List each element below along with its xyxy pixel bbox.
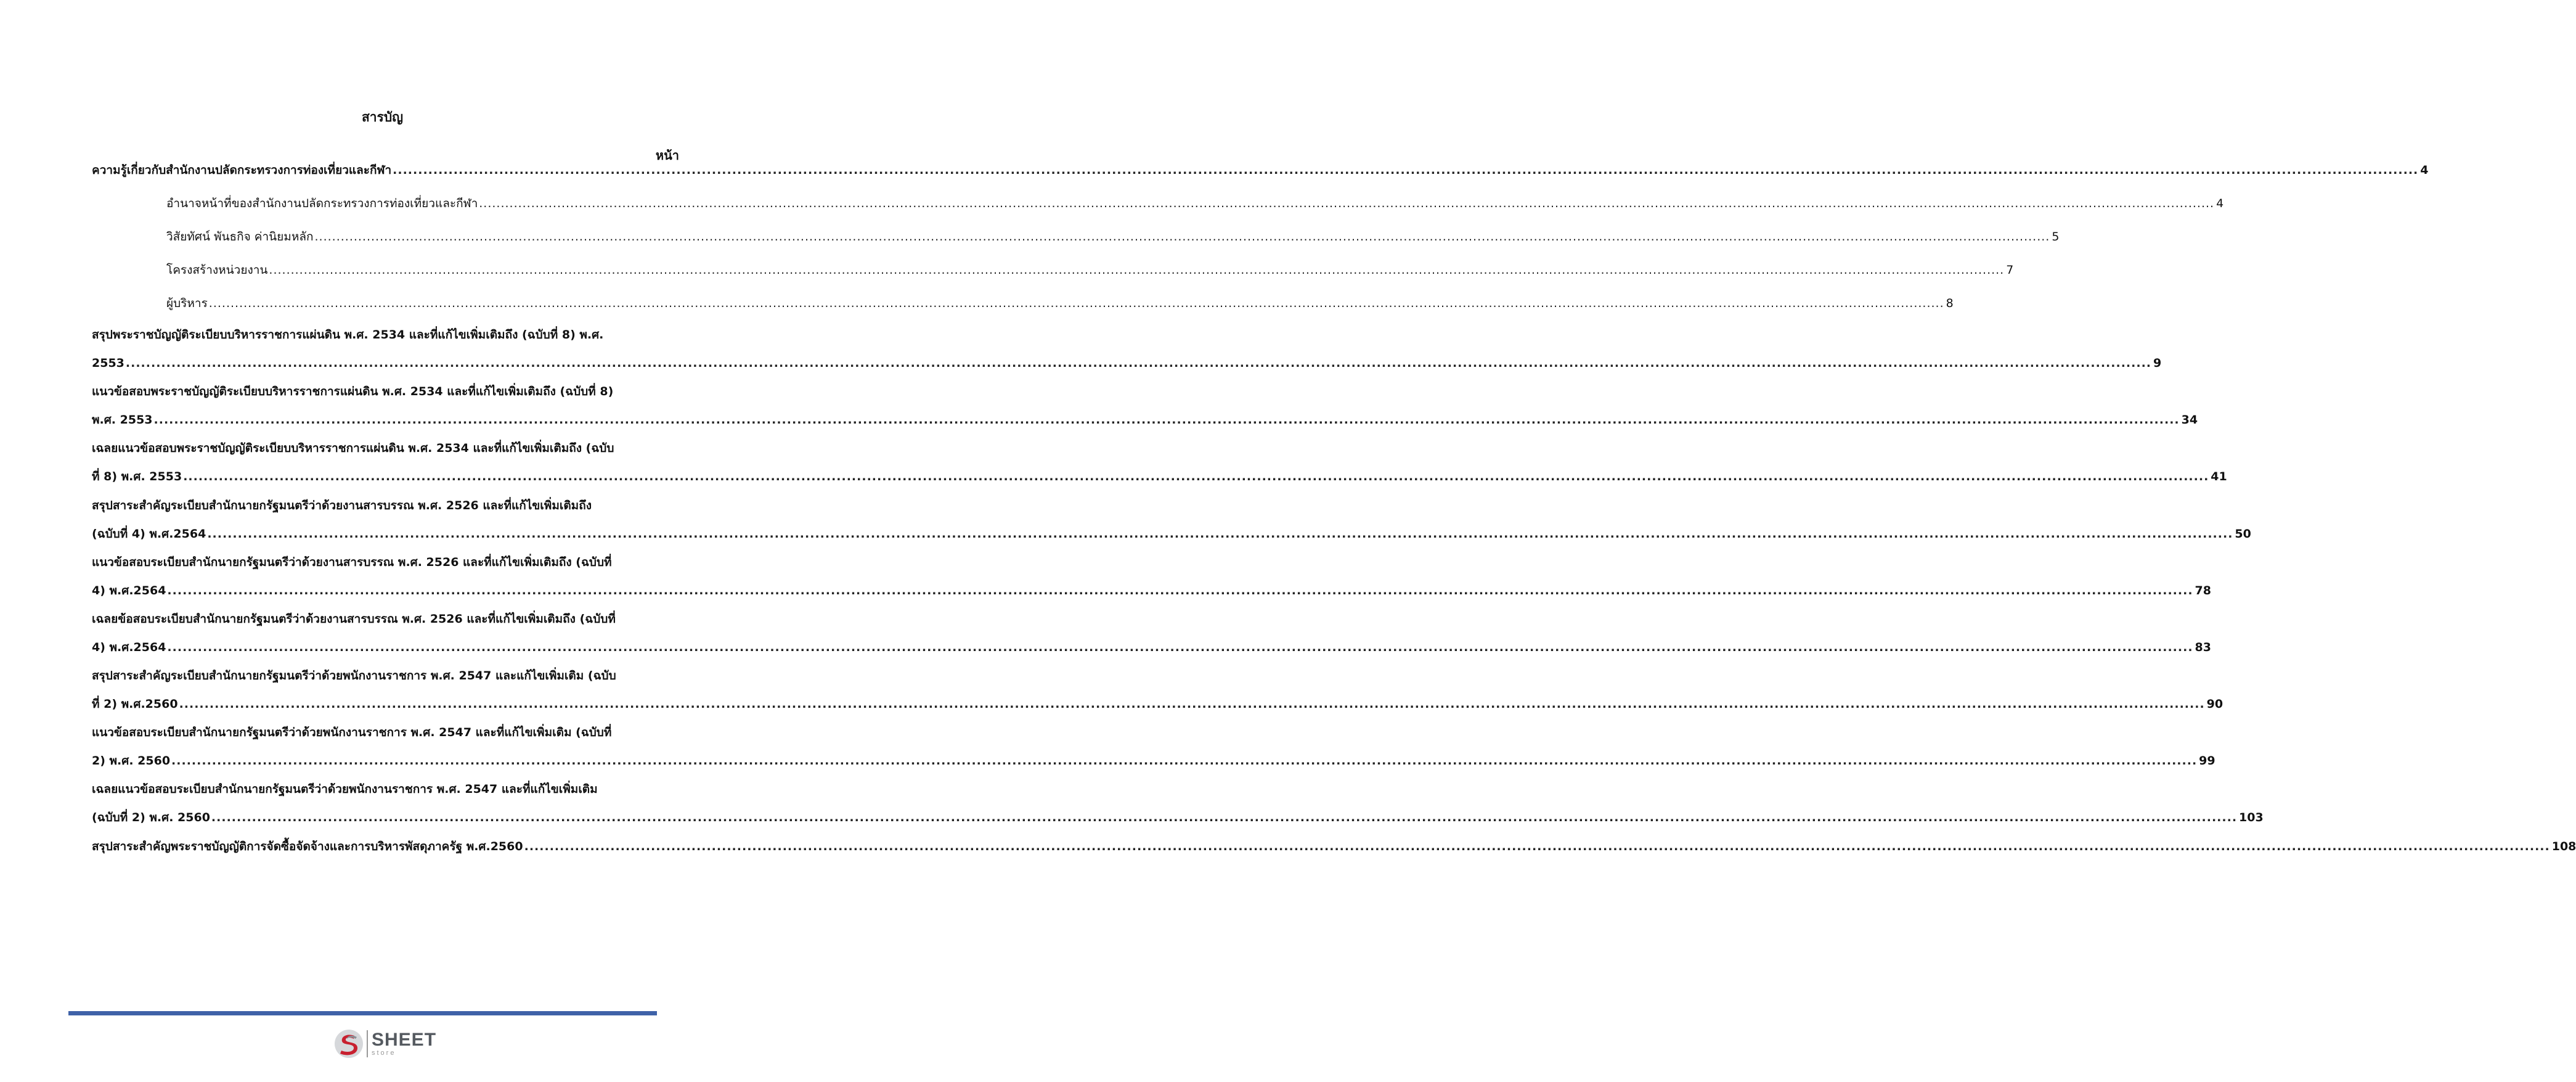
toc-page-number: 103 <box>2239 811 2264 824</box>
toc-entry[interactable] <box>92 466 2227 485</box>
toc-entry-title: ที่ 2) พ.ศ.2560 <box>92 697 178 711</box>
toc-entry-title: พ.ศ. 2553 <box>92 413 153 427</box>
logo-separator <box>367 1030 368 1057</box>
toc-entry-title: เฉลยข้อสอบระเบียบสำนักนายกรัฐมนตรีว่าด้วยงานสารบรรณ พ.ศ. 2526 และที่แก้ไขเพิ่มเติมถึง (ฉบับที่ <box>92 612 616 626</box>
toc-entry[interactable] <box>92 836 2576 855</box>
toc-entry[interactable] <box>92 409 2198 428</box>
toc-page-number: 83 <box>2195 641 2211 654</box>
toc-entry[interactable] <box>92 637 2211 655</box>
toc-entry-title: ที่ 8) พ.ศ. 2553 <box>92 470 182 483</box>
toc-subentry[interactable] <box>166 226 2060 245</box>
dot-leader: ................................................................................................................................................................................................................................................................................................................................................................................................................ <box>393 163 2419 177</box>
toc-entry-title: แนวข้อสอบระเบียบสำนักนายกรัฐมนตรีว่าด้วยงานสารบรรณ พ.ศ. 2526 และที่แก้ไขเพิ่มเติมถึง (ฉบับที่ <box>92 555 612 569</box>
toc-subentry[interactable] <box>166 260 2014 278</box>
dot-leader: ................................................................................................................................................................................................................................................................................................................................................................................................................ <box>153 413 2180 427</box>
toc-entry[interactable] <box>92 609 616 627</box>
toc-entry-title: (ฉบับที่ 4) พ.ศ.2564 <box>92 527 206 541</box>
toc-entry-title: สรุปสาระสำคัญพระราชบัญญัติการจัดซื้อจัดจ้างและการบริหารพัสดุภาครัฐ พ.ศ.2560 <box>92 840 523 853</box>
toc-entry[interactable] <box>92 438 614 456</box>
toc-page-number: 78 <box>2195 584 2211 597</box>
logo-subtitle: store <box>372 1049 396 1057</box>
toc-entry[interactable] <box>92 324 603 343</box>
toc-entry[interactable] <box>92 750 2215 769</box>
toc-entry-title: 2) พ.ศ. 2560 <box>92 754 171 768</box>
toc-entry-title: 4) พ.ศ.2564 <box>92 641 166 654</box>
toc-page-number: 4 <box>2420 163 2429 177</box>
toc-entry-title: สรุปพระราชบัญญัติระเบียบบริหารราชการแผ่นดิน พ.ศ. 2534 และที่แก้ไขเพิ่มเติมถึง (ฉบับที่ 8) พ.ศ. <box>92 328 604 342</box>
toc-entry[interactable] <box>92 722 611 740</box>
dot-leader: ................................................................................................................................................................................................................................................................................................................................................................................................................ <box>211 811 2238 824</box>
toc-entry[interactable] <box>92 381 613 400</box>
dot-leader: ................................................................................................................................................................................................................................................................................................................................................................................................................ <box>314 230 2050 244</box>
dot-leader: ................................................................................................................................................................................................................................................................................................................................................................................................................ <box>167 584 2193 597</box>
page-number-column-label: หน้า <box>655 148 679 163</box>
dot-leader: ................................................................................................................................................................................................................................................................................................................................................................................................................ <box>207 527 2233 541</box>
toc-page-number: 5 <box>2052 230 2060 244</box>
toc-entry[interactable] <box>92 160 2429 178</box>
toc-page-number: 7 <box>2006 263 2014 277</box>
toc-entry[interactable] <box>92 665 616 684</box>
toc-entry-title: แนวข้อสอบระเบียบสำนักนายกรัฐมนตรีว่าด้วยพนักงานราชการ พ.ศ. 2547 และที่แก้ไขเพิ่มเติม (ฉบับที่ <box>92 726 612 739</box>
toc-subentry[interactable] <box>166 293 1954 311</box>
toc-entry[interactable] <box>92 694 2223 712</box>
toc-entry[interactable] <box>92 353 2162 371</box>
dot-leader: ................................................................................................................................................................................................................................................................................................................................................................................................................ <box>179 697 2205 711</box>
logo-wordmark: SHEET <box>372 1030 437 1050</box>
toc-page-number: 50 <box>2235 527 2251 541</box>
toc-entry-title: 2553 <box>92 356 124 370</box>
toc-entry[interactable] <box>92 779 598 797</box>
toc-entry-title: สรุปสาระสำคัญระเบียบสำนักนายกรัฐมนตรีว่าด้วยงานสารบรรณ พ.ศ. 2526 และที่แก้ไขเพิ่มเติมถึง <box>92 499 592 512</box>
dot-leader: ................................................................................................................................................................................................................................................................................................................................................................................................................ <box>524 840 2550 853</box>
dot-leader: ................................................................................................................................................................................................................................................................................................................................................................................................................ <box>479 197 2215 210</box>
toc-entry-title: เฉลยแนวข้อสอบพระราชบัญญัติระเบียบบริหารราชการแผ่นดิน พ.ศ. 2534 และที่แก้ไขเพิ่มเติมถึง (ฉบับ <box>92 441 614 455</box>
footer-divider <box>68 1011 657 1015</box>
dot-leader: ................................................................................................................................................................................................................................................................................................................................................................................................................ <box>183 470 2209 483</box>
page-title: สารบัญ <box>361 110 404 125</box>
sheet-store-s-icon <box>333 1028 364 1059</box>
toc-page-number: 90 <box>2206 697 2223 711</box>
dot-leader: ................................................................................................................................................................................................................................................................................................................................................................................................................ <box>167 641 2193 654</box>
toc-page-number: 4 <box>2216 197 2224 210</box>
toc-page-number: 9 <box>2153 356 2162 370</box>
toc-page-number: 41 <box>2211 470 2227 483</box>
toc-entry-title: แนวข้อสอบพระราชบัญญัติระเบียบบริหารราชการแผ่นดิน พ.ศ. 2534 และที่แก้ไขเพิ่มเติมถึง (ฉบับที่ 8) <box>92 385 614 398</box>
toc-entry-title: (ฉบับที่ 2) พ.ศ. 2560 <box>92 811 210 824</box>
toc-entry[interactable] <box>92 495 592 514</box>
toc-page-number: 8 <box>1946 297 1954 310</box>
toc-page-number: 108 <box>2551 840 2576 853</box>
toc-entry-title: อำนาจหน้าที่ของสำนักงานปลัดกระทรวงการท่องเที่ยวและกีฬา <box>166 197 478 210</box>
toc-subentry[interactable] <box>166 193 2224 211</box>
toc-entry[interactable] <box>92 552 612 570</box>
dot-leader: ................................................................................................................................................................................................................................................................................................................................................................................................................ <box>171 754 2198 768</box>
toc-entry[interactable] <box>92 580 2211 599</box>
dot-leader: ................................................................................................................................................................................................................................................................................................................................................................................................................ <box>125 356 2151 370</box>
toc-entry[interactable] <box>92 807 2264 826</box>
toc-page-number: 34 <box>2181 413 2198 427</box>
dot-leader: ................................................................................................................................................................................................................................................................................................................................................................................................................ <box>269 263 2005 277</box>
toc-entry-title: เฉลยแนวข้อสอบระเบียบสำนักนายกรัฐมนตรีว่าด้วยพนักงานราชการ พ.ศ. 2547 และที่แก้ไขเพิ่มเติม <box>92 782 598 796</box>
dot-leader: ................................................................................................................................................................................................................................................................................................................................................................................................................ <box>208 297 1944 310</box>
toc-entry-title: โครงสร้างหน่วยงาน <box>166 263 268 277</box>
toc-entry[interactable] <box>92 523 2251 542</box>
sheet-store-logo <box>333 1028 436 1060</box>
toc-page-number: 99 <box>2199 754 2215 768</box>
toc-entry-title: ผู้บริหาร <box>166 297 208 310</box>
toc-entry-title: ความรู้เกี่ยวกับสำนักงานปลัดกระทรวงการท่องเที่ยวและกีฬา <box>92 163 392 177</box>
toc-entry-title: สรุปสาระสำคัญระเบียบสำนักนายกรัฐมนตรีว่าด้วยพนักงานราชการ พ.ศ. 2547 และแก้ไขเพิ่มเติม (ฉบับ <box>92 669 616 682</box>
toc-entry-title: 4) พ.ศ.2564 <box>92 584 166 597</box>
toc-entry-title: วิสัยทัศน์ พันธกิจ ค่านิยมหลัก <box>166 230 314 244</box>
